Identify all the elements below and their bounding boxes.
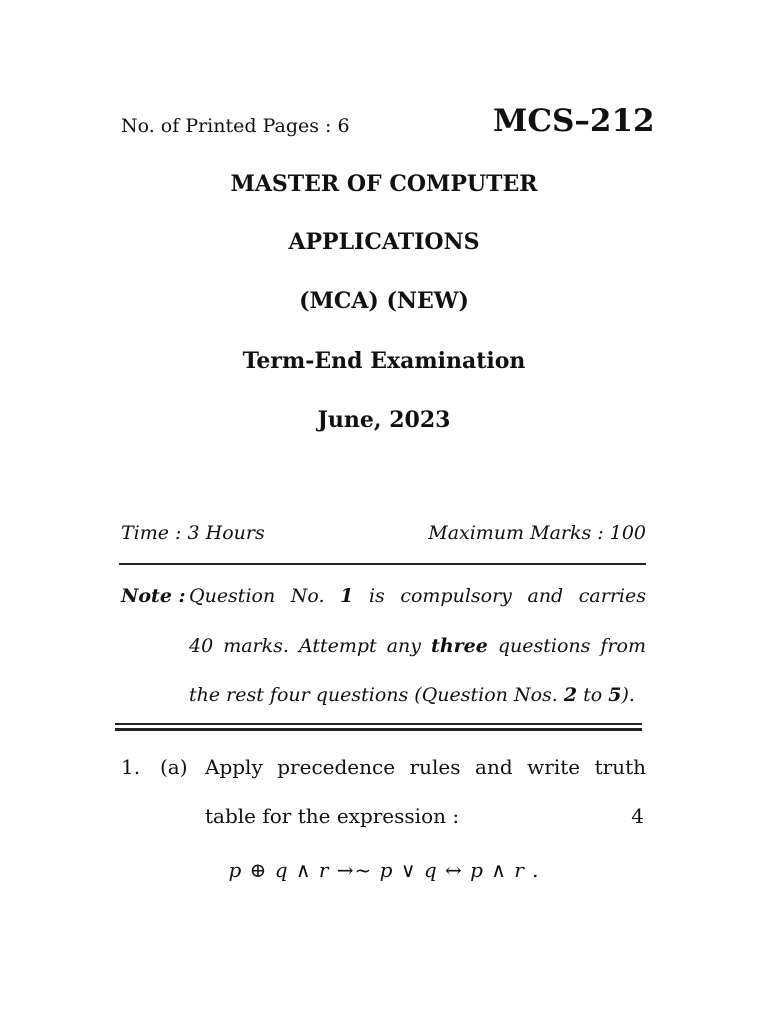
double-rule-bottom bbox=[115, 728, 642, 731]
exam-name: Term-End Examination bbox=[242, 348, 526, 374]
note-text: ). bbox=[621, 684, 635, 706]
question-text-line-1: Apply precedence rules and write truth bbox=[205, 755, 646, 779]
question-part: (a) bbox=[160, 755, 188, 779]
time-allowed: Time : 3 Hours bbox=[121, 522, 265, 544]
note-emphasis: 2 bbox=[563, 684, 578, 706]
divider-rule bbox=[119, 563, 646, 565]
exam-date: June, 2023 bbox=[317, 407, 451, 433]
note-label: Note : bbox=[121, 585, 186, 607]
course-code: MCS–212 bbox=[493, 103, 655, 139]
note-text: questions from bbox=[497, 635, 646, 657]
note-text: to bbox=[583, 684, 603, 706]
double-rule-top bbox=[115, 723, 642, 725]
note-line-3 bbox=[189, 684, 646, 706]
title-line-2: APPLICATIONS bbox=[288, 229, 480, 255]
note-emphasis: 5 bbox=[608, 684, 622, 706]
logic-expression: p ⊕ q ∧ r →~ p ∨ q ↔ p ∧ r . bbox=[228, 858, 540, 882]
note-text: the rest four questions (Question Nos. bbox=[189, 684, 558, 706]
question-marks: 4 bbox=[631, 804, 644, 828]
note-emphasis: 1 bbox=[340, 585, 354, 607]
note-emphasis: three bbox=[431, 635, 488, 657]
note-line-2 bbox=[189, 635, 646, 657]
maximum-marks: Maximum Marks : 100 bbox=[428, 522, 646, 544]
note-text: is compulsory and carries bbox=[368, 585, 646, 607]
title-line-1: MASTER OF COMPUTER bbox=[230, 171, 538, 197]
note-text: Question No. bbox=[189, 585, 325, 607]
question-text-line-2: table for the expression : bbox=[205, 804, 460, 828]
note-text: 40 marks. Attempt any bbox=[189, 635, 422, 657]
title-line-3: (MCA) (NEW) bbox=[299, 288, 469, 314]
question-number: 1. bbox=[121, 755, 141, 779]
printed-pages: No. of Printed Pages : 6 bbox=[121, 115, 350, 137]
note-line-1 bbox=[189, 585, 646, 607]
